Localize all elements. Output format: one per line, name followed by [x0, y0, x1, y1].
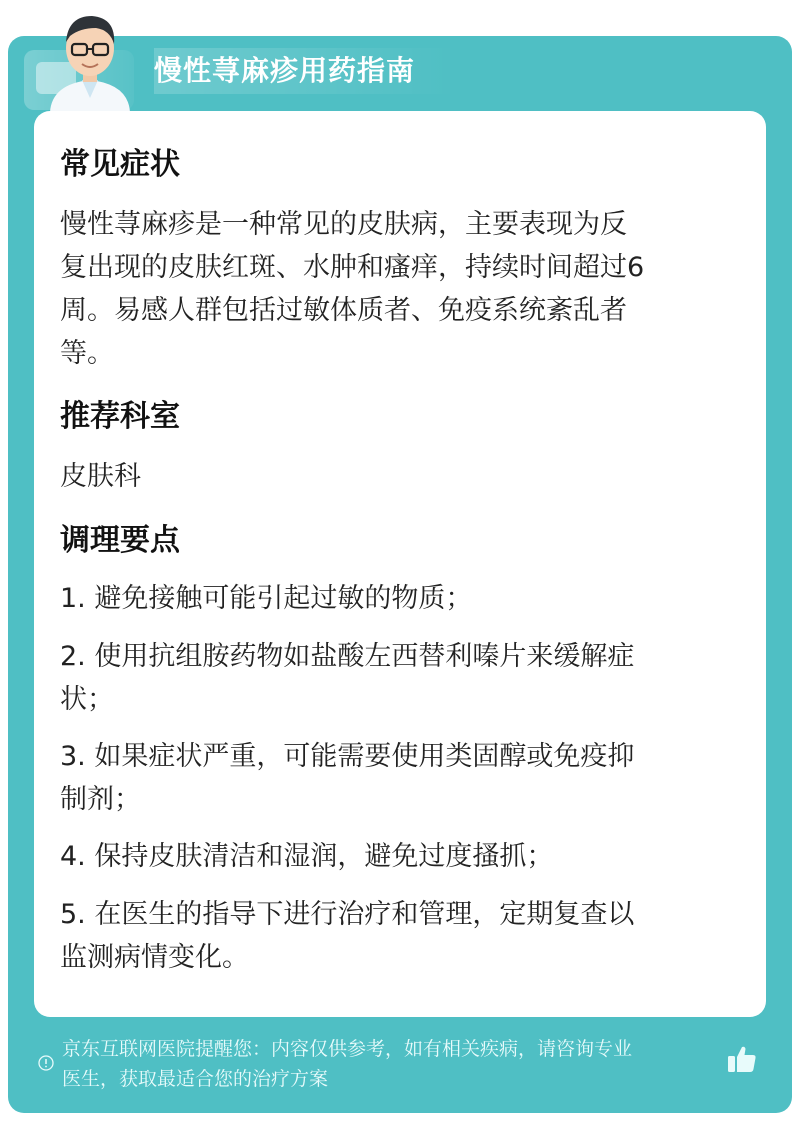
list-item: 1. 避免接触可能引起过敏的物质； — [60, 583, 473, 614]
department-value: 皮肤科 — [60, 461, 141, 492]
list-item: 2. 使用抗组胺药物如盐酸左西替利嗪片来缓解症 状； — [60, 641, 635, 715]
list-item: 4. 保持皮肤清洁和湿润，避免过度搔抓； — [60, 841, 554, 872]
disclaimer-text: 京东互联网医院提醒您：内容仅供参考，如有相关疾病，请咨询专业 医生，获取最适合您的治疗方案 — [62, 1038, 633, 1090]
doctor-avatar — [40, 6, 140, 112]
section-heading-department: 推荐科室 — [60, 399, 180, 434]
section-heading-care: 调理要点 — [60, 523, 180, 558]
list-item: 5. 在医生的指导下进行治疗和管理，定期复查以 监测病情变化。 — [60, 899, 635, 973]
thumbs-up-icon[interactable] — [726, 1043, 758, 1075]
list-item: 3. 如果症状严重，可能需要使用类固醇或免疫抑 制剂； — [60, 741, 635, 815]
info-icon — [38, 1055, 54, 1071]
page-title: 慢性荨麻疹用药指南 — [154, 48, 455, 94]
symptoms-text: 慢性荨麻疹是一种常见的皮肤病，主要表现为反 复出现的皮肤红斑、水肿和瘙痒，持续时间超过6 周。易感人群包括过敏体质者、免疫系统紊乱者 等。 — [60, 209, 645, 369]
content-card — [34, 111, 766, 1017]
section-heading-symptoms: 常见症状 — [60, 147, 180, 182]
